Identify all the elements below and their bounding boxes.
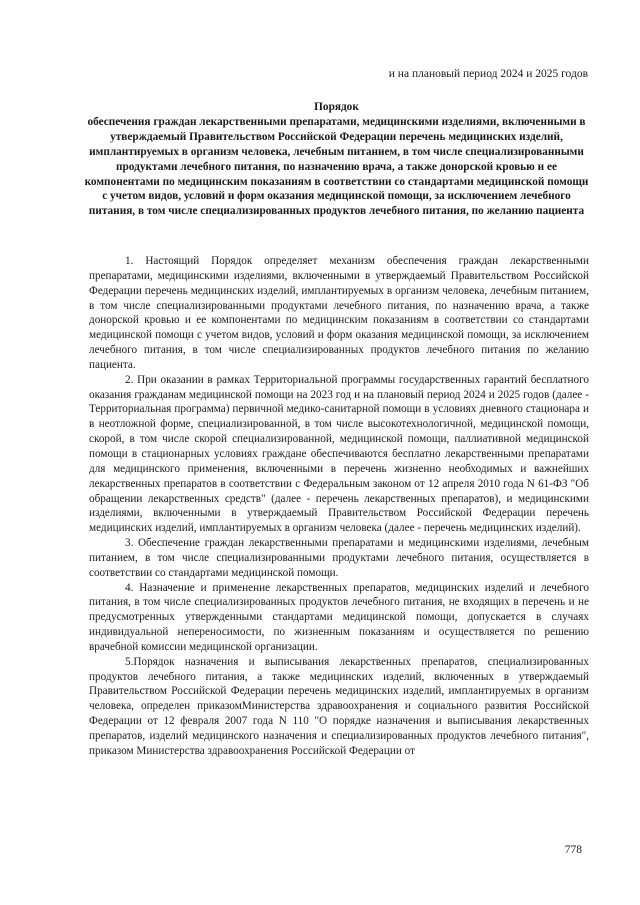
paragraph-5: 5.Порядок назначения и выписывания лекарственных препаратов, специализированных продуктов лечебного питания, а также медицинских изделий, включенных в утверждаемый Правительством Российской Федерации перечень медицинских изделий, имплантируемых в организм человека, определен приказомМинистерства здравоохранения и социального развития Российской Федерации от 12 февраля 2007 года N 110 "О порядке назначения и выписывания лекарственных препаратов, изделий медицинского назначения и специализированных продуктов лечебного питания", приказом Министерства здравоохранения Российской Федерации от: [89, 655, 589, 757]
paragraph-1: 1. Настоящий Порядок определяет механизм обеспечения граждан лекарственными препаратами, медицинскими изделиями, включенными в утверждаемый Правительством Российской Федерации перечень медицинских изделий, имплантируемых в организм человека, лечебным питанием, в том числе специализированными продуктами лечебного питания, по назначению врача, а также донорской кровью и ее компонентами по медицинским показаниям в соответствии со стандартами медицинской помощи с учетом видов, условий и форм оказания медицинской помощи, за исключением лечебного питания, в том числе специализированных продуктов лечебного питания по желанию пациента.: [89, 255, 589, 371]
header-period-line: и на плановый период 2024 и 2025 годов: [388, 68, 588, 80]
title-heading: Порядок: [314, 101, 359, 113]
page-number: 778: [564, 844, 582, 856]
paragraph-4: 4. Назначение и применение лекарственных препаратов, медицинских изделий и лечебного питания, в том числе специализированных продуктов лечебного питания, не входящих в перечень и не предусмотренных утвержденными стандартами медицинской помощи, допускается в случаях индивидуальной непереносимости, по жизненным показаниям и осуществляется по решению врачебной комиссии медицинской организации.: [89, 581, 589, 653]
paragraph-2: 2. При оказании в рамках Территориальной программы государственных гарантий бесплатного оказания гражданам медицинской помощи на 2023 год и на плановый период 2024 и 2025 годов (далее - Территориальная программа) первичной медико-санитарной помощи в условиях дневного стационара и в неотложной форме, специализированной, в том числе высокотехнологичной, медицинской помощи, скорой, в том числе скорой специализированной, медицинской помощи, паллиативной медицинской помощи в стационарных условиях граждане обеспечиваются бесплатно лекарственными препаратами для медицинского применения, включенными в перечень жизненно необходимых и важнейших лекарственных препаратов в соответствии с Федеральным законом от 12 апреля 2010 года N 61-ФЗ "Об обращении лекарственных средств" (далее - перечень лекарственных препаратов), и медицинскими изделиями, включенными в утверждаемый Правительством Российской Федерации перечень медицинских изделий, имплантируемых в организм человека (далее - перечень медицинских изделий).: [89, 373, 589, 535]
document-title: [84, 100, 589, 219]
paragraph-3: 3. Обеспечение граждан лекарственными препаратами и медицинскими изделиями, лечебным питанием, в том числе специализированными продуктами лечебного питания, осуществляется в соответствии со стандартами медицинской помощи.: [89, 537, 589, 579]
title-subtitle: обеспечения граждан лекарственными препаратами, медицинскими изделиями, включенными в утверждаемый Правительством Российской Федерации перечень медицинских изделий, имплантируемых в организм человека, лечебным питанием, в том числе специализированными продуктами лечебного питания, по назначению врача, а также донорской кровью и ее компонентами по медицинским показаниям в соответствии со стандартами медицинской помощи с учетом видов, условий и форм оказания медицинской помощи, за исключением лечебного питания, в том числе специализированных продуктов лечебного питания, по желанию пациента: [84, 115, 589, 218]
document-body: [89, 254, 589, 759]
